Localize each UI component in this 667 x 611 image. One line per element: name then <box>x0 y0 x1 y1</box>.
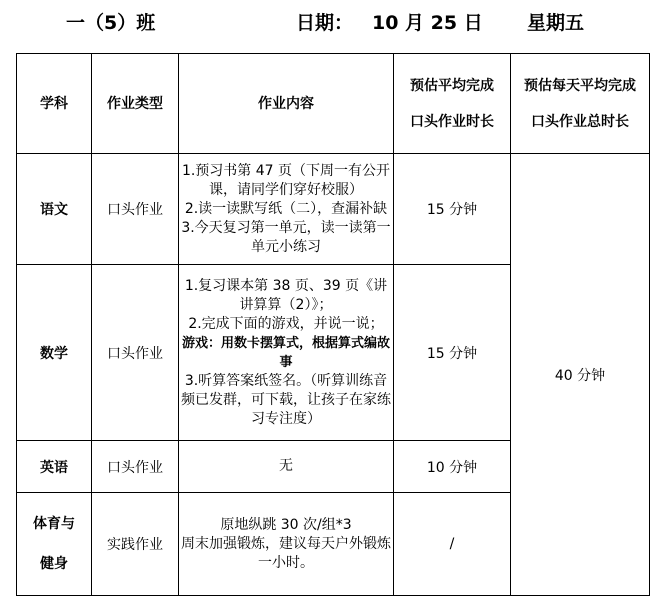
subject-cell <box>17 493 92 596</box>
subject-cell: 英语 <box>17 441 92 493</box>
type-cell: 口头作业 <box>92 265 179 441</box>
table-header-row <box>17 54 650 154</box>
header-daily-total-line1: 预估每天平均完成 <box>524 77 636 94</box>
content-line: 2.读一读默写纸（二），查漏补缺 <box>184 200 388 217</box>
content-cell <box>179 154 394 265</box>
subject-cell: 数学 <box>17 265 92 441</box>
header-avg-time-line2: 口头作业时长 <box>410 113 494 130</box>
weekday: 星期五 <box>527 12 585 34</box>
content-line: 3.听算答案纸签名。（听算训练音频已发群，可下载，让孩子在家练习专注度） <box>181 372 391 427</box>
page-header <box>0 6 667 40</box>
header-daily-total <box>511 54 650 154</box>
content-line: 原地纵跳 30 次/组*3 <box>220 516 352 533</box>
type-cell: 口头作业 <box>92 441 179 493</box>
type-cell: 实践作业 <box>92 493 179 596</box>
duration-cell: 15 分钟 <box>394 265 511 441</box>
header-avg-time-line1: 预估平均完成 <box>410 77 494 94</box>
subject-cell: 语文 <box>17 154 92 265</box>
content-line: 1.复习课本第 38 页、39 页《讲讲算算（2）》； <box>184 277 388 313</box>
header-type: 作业类型 <box>92 54 179 154</box>
subject-line2: 健身 <box>40 556 68 572</box>
date-label: 日期： <box>296 12 354 34</box>
header-avg-time <box>394 54 511 154</box>
header-daily-total-line2: 口头作业总时长 <box>531 113 629 130</box>
daily-total-cell: 40 分钟 <box>511 154 650 596</box>
content-line: 2.完成下面的游戏，并说一说； <box>188 315 384 332</box>
content-cell <box>179 493 394 596</box>
content-cell <box>179 441 394 493</box>
date-value: 10 月 25 日 <box>372 12 483 34</box>
duration-cell: 15 分钟 <box>394 154 511 265</box>
duration-cell: / <box>394 493 511 596</box>
duration-cell: 10 分钟 <box>394 441 511 493</box>
content-line: 3.今天复习第一单元，读一读第一单元小练习 <box>181 219 391 255</box>
content-line: 1.预习书第 47 页（下周一有公开课，请同学们穿好校服） <box>181 162 391 198</box>
header-content: 作业内容 <box>179 54 394 154</box>
content-game-line: 游戏：用数卡摆算式，根据算式编故事 <box>181 335 390 370</box>
class-name: 一（5）班 <box>66 12 156 34</box>
content-line: 无 <box>279 458 293 474</box>
type-cell: 口头作业 <box>92 154 179 265</box>
homework-table <box>16 53 650 596</box>
header-subject: 学科 <box>17 54 92 154</box>
subject-line1: 体育与 <box>33 516 75 532</box>
content-cell <box>179 265 394 441</box>
content-line: 周末加强锻炼，建议每天户外锻炼一小时。 <box>181 535 391 571</box>
table-row-chinese <box>17 154 650 265</box>
